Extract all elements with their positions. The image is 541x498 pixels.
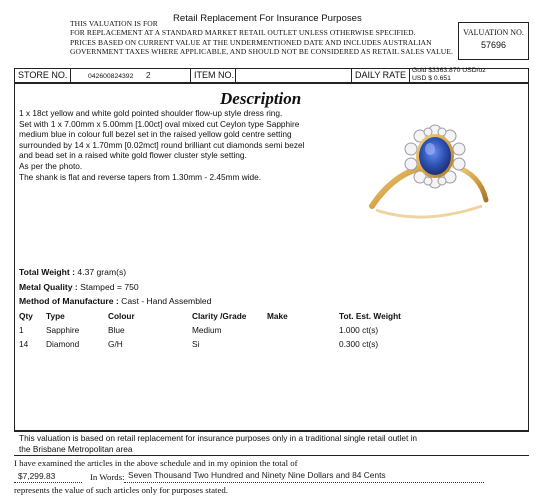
store-no-value: 042600824392	[88, 73, 134, 80]
method	[19, 296, 211, 307]
table-header-weight: Tot. Est. Weight	[339, 311, 401, 321]
disclaimer-line: PRICES BASED ON CURRENT VALUE AT THE UNDERMENTIONED DATE AND INCLUDES AUSTRALIAN	[70, 37, 432, 47]
usd-rate: USD $ 0.651	[412, 75, 451, 82]
table-cell: 0.300 ct(s)	[339, 339, 379, 349]
metal-quality-label: Metal Quality :	[19, 282, 78, 292]
valuation-for-label: THIS VALUATION IS FOR	[70, 19, 158, 28]
footer-divider	[14, 430, 529, 431]
footer-note-line: This valuation is based on retail replacement for insurance purposes only in a traditional single retail outlet in	[19, 433, 418, 443]
info-divider	[70, 68, 71, 83]
gold-rate: Gold $3363.870 USD/oz	[412, 67, 486, 74]
ring-icon	[362, 106, 494, 222]
info-divider	[351, 68, 352, 83]
table-cell: Sapphire	[46, 325, 80, 335]
table-header-clarity: Clarity /Grade	[192, 311, 247, 321]
table-cell: Blue	[108, 325, 125, 335]
table-cell: 1	[19, 325, 24, 335]
disclaimer	[70, 28, 453, 57]
table-cell: Medium	[192, 325, 222, 335]
info-divider	[235, 68, 236, 83]
footer-divider	[14, 455, 529, 456]
description-line: and bead set in a raised white gold flower cluster style setting.	[19, 150, 247, 161]
footer-note	[19, 433, 417, 454]
amount-in-words: Seven Thousand Two Hundred and Ninety Nine Dollars and 84 Cents	[128, 470, 386, 480]
metal-quality-value: Stamped = 750	[80, 282, 139, 292]
in-words-label: In Words:	[90, 472, 125, 482]
valuation-purpose: Retail Replacement For Insurance Purposes	[173, 13, 362, 24]
disclaimer-line: GOVERNMENT TAXES WHERE APPLICABLE, AND SHOULD NOT BE CONSIDERED AS RETAIL SALES VALUE.	[70, 47, 453, 56]
description-line: medium blue in colour full bezel set in the raised yellow gold centre setting	[19, 129, 292, 140]
table-header-colour: Colour	[108, 311, 135, 321]
valuation-no-label: VALUATION NO.	[463, 28, 524, 37]
info-divider	[409, 68, 410, 83]
description-line: Set with 1 x 7.00mm x 5.00mm [1.00ct] oval mixed cut Ceylon type Sapphire	[19, 118, 300, 129]
info-divider	[190, 68, 191, 83]
description-line: surrounded by 14 x 1.70mm [0.02mct] round brilliant cut diamonds semi bezel	[19, 139, 305, 150]
valuation-no-box	[458, 22, 529, 60]
daily-rate-label: DAILY RATE	[355, 70, 407, 80]
store-no-suffix: 2	[146, 70, 151, 80]
ring-photo	[362, 106, 494, 222]
valuation-no-value: 57696	[480, 40, 507, 50]
words-line	[124, 482, 484, 483]
certification-line3: represents the value of such articles only for purposes stated.	[14, 485, 228, 495]
method-label: Method of Manufacture :	[19, 296, 119, 306]
description-line: 1 x 18ct yellow and white gold pointed shoulder flow-up style dress ring.	[19, 108, 283, 118]
table-header-qty: Qty	[19, 311, 33, 321]
description-text	[19, 108, 304, 182]
method-value: Cast - Hand Assembled	[121, 296, 212, 306]
description-line: The shank is flat and reverse tapers from 1.30mm - 2.45mm wide.	[19, 171, 262, 182]
table-cell: Si	[192, 339, 200, 349]
certified-amount: $7,299.83	[18, 471, 56, 481]
table-cell: 14	[19, 339, 29, 349]
metal-quality	[19, 282, 139, 293]
table-cell: 1.000 ct(s)	[339, 325, 379, 335]
store-no-label: STORE NO.	[18, 70, 68, 80]
disclaimer-line: FOR REPLACEMENT AT A STANDARD MARKET RETAIL OUTLET UNLESS OTHERWISE SPECIFIED.	[70, 28, 416, 37]
total-weight-value: 4.37 gram(s)	[77, 267, 127, 277]
description-heading: Description	[220, 89, 302, 108]
total-weight-label: Total Weight :	[19, 267, 76, 277]
table-cell: G/H	[108, 339, 123, 349]
table-cell: Diamond	[46, 339, 80, 349]
footer-note-line: the Brisbane Metropolitan area	[19, 443, 133, 454]
table-header-make: Make	[267, 311, 288, 321]
certification-line1: I have examined the articles in the above schedule and in my opinion the total of	[14, 458, 298, 468]
description-line: As per the photo.	[19, 160, 83, 171]
amount-line	[14, 482, 82, 483]
table-header-type: Type	[46, 311, 65, 321]
total-weight	[19, 267, 126, 278]
item-no-label: ITEM NO.	[194, 70, 234, 80]
